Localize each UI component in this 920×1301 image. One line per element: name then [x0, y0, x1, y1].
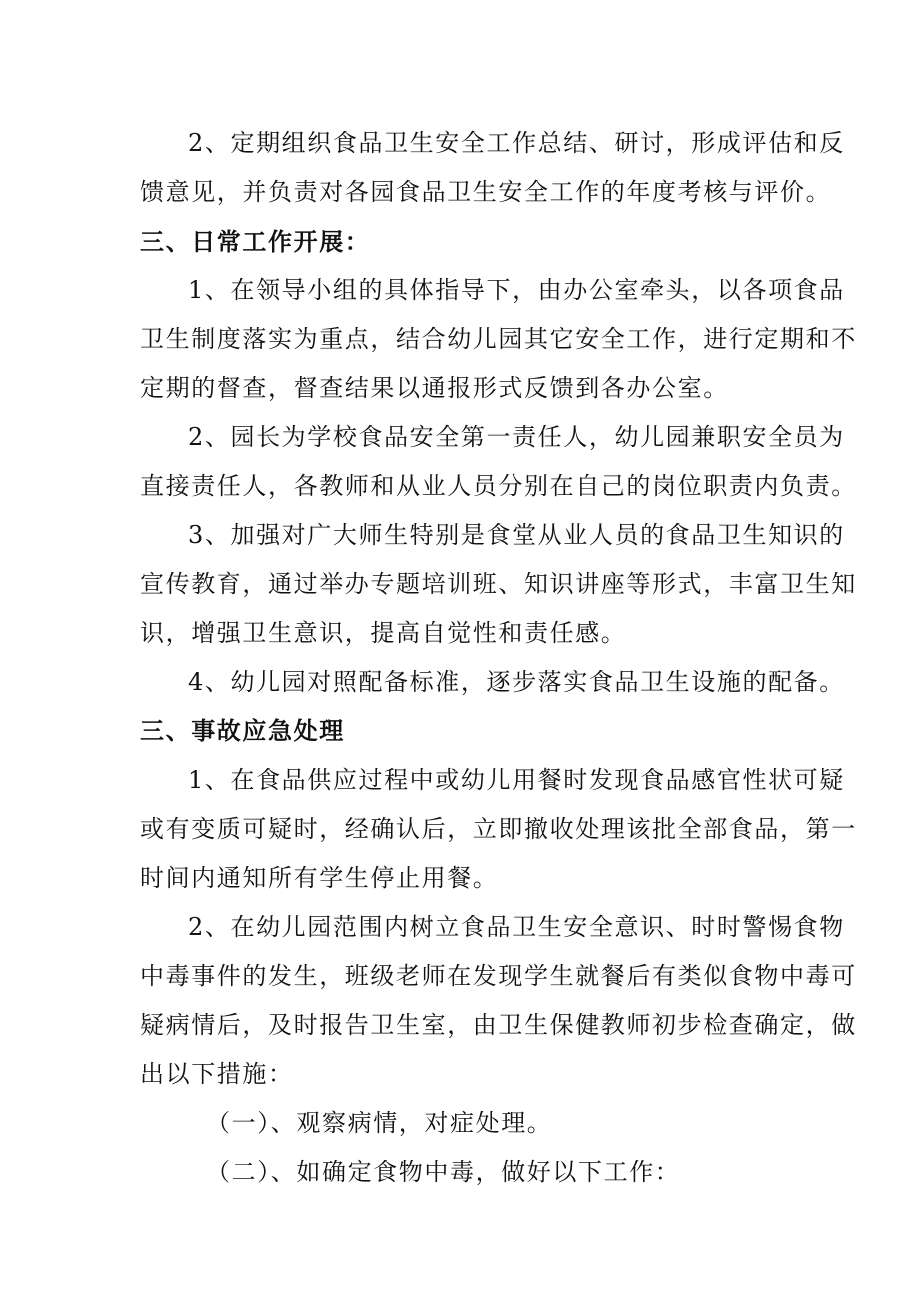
paragraph-2-line-1: 2、定期组织食品卫生安全工作总结、研讨，形成评估和反	[188, 129, 845, 157]
daily-item-2-line-1: 2、园长为学校食品安全第一责任人，幼儿园兼职安全员为	[188, 423, 845, 451]
daily-item-1-line-3: 定期的督查，督查结果以通报形式反馈到各办公室。	[140, 374, 729, 402]
daily-item-3-line-2: 宣传教育，通过举办专题培训班、知识讲座等形式，丰富卫生知	[140, 570, 857, 598]
paragraph-2-line-2: 馈意见，并负责对各园食品卫生安全工作的年度考核与评价。	[140, 178, 832, 206]
daily-item-2-line-2: 直接责任人，各教师和从业人员分别在自己的岗位职责内负责。	[140, 472, 857, 500]
emergency-item-2-line-3: 疑病情后，及时报告卫生室，由卫生保健教师初步检查确定，做	[140, 1011, 857, 1039]
emergency-item-1-line-2: 或有变质可疑时，经确认后，立即撤收处理该批全部食品，第一	[140, 815, 857, 843]
emergency-item-2-line-4: 出以下措施：	[140, 1060, 294, 1088]
emergency-item-1-line-3: 时间内通知所有学生停止用餐。	[140, 864, 499, 892]
emergency-item-1-line-1: 1、在食品供应过程中或幼儿用餐时发现食品感官性状可疑	[188, 766, 845, 794]
sub-item-1: （一）、观察病情，对症处理。	[206, 1109, 553, 1137]
emergency-item-2-line-2: 中毒事件的发生，班级老师在发现学生就餐后有类似食物中毒可	[140, 962, 857, 990]
daily-item-3-line-1: 3、加强对广大师生特别是食堂从业人员的食品卫生知识的	[188, 521, 845, 549]
sub-item-2: （二）、如确定食物中毒，做好以下工作：	[206, 1158, 681, 1186]
daily-item-1-line-1: 1、在领导小组的具体指导下，由办公室牵头，以各项食品	[188, 276, 845, 304]
section-heading-daily-work: 三、日常工作开展：	[140, 227, 371, 256]
section-heading-emergency: 三、事故应急处理	[140, 716, 345, 745]
daily-item-1-line-2: 卫生制度落实为重点，结合幼儿园其它安全工作，进行定期和不	[140, 325, 857, 353]
daily-item-3-line-3: 识，增强卫生意识，提高自觉性和责任感。	[140, 619, 627, 647]
daily-item-4-line-1: 4、幼儿园对照配备标准，逐步落实食品卫生设施的配备。	[188, 668, 845, 696]
emergency-item-2-line-1: 2、在幼儿园范围内树立食品卫生安全意识、时时警惕食物	[188, 913, 845, 941]
